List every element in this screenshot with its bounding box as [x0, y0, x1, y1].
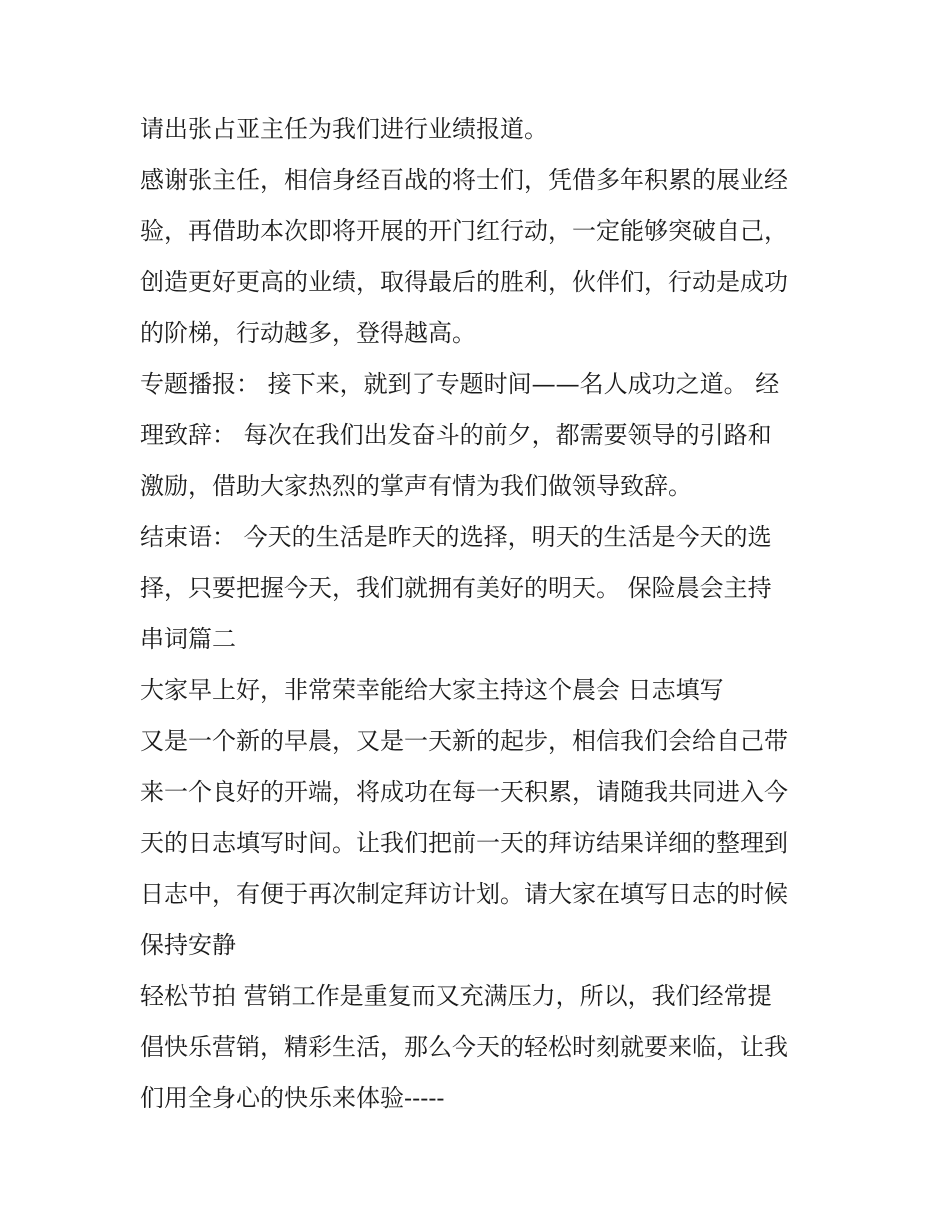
- text-line: 激励，借助大家热烈的掌声有情为我们做领导致辞。: [140, 472, 692, 500]
- text-line: 保持安静: [140, 931, 236, 959]
- text-line: 大家早上好，非常荣幸能给大家主持这个晨会 日志填写: [140, 676, 724, 704]
- text-line: 天的日志填写时间。让我们把前一天的拜访结果详细的整理到: [140, 829, 788, 857]
- section-heading: 串词篇二: [140, 625, 236, 653]
- text-line: 理致辞： 每次在我们出发奋斗的前夕，都需要领导的引路和: [140, 421, 772, 449]
- text-line: 轻松节拍 营销工作是重复而又充满压力，所以，我们经常提: [140, 982, 772, 1010]
- text-line: 创造更好更高的业绩，取得最后的胜利，伙伴们，行动是成功: [140, 268, 788, 296]
- text-line: 结束语： 今天的生活是昨天的选择，明天的生活是今天的选: [140, 523, 772, 551]
- text-line: 请出张占亚主任为我们进行业绩报道。: [140, 115, 548, 143]
- text-line: 日志中，有便于再次制定拜访计划。请大家在填写日志的时候: [140, 880, 788, 908]
- text-line: 又是一个新的早晨，又是一天新的起步，相信我们会给自己带: [140, 727, 788, 755]
- text-line: 择，只要把握今天，我们就拥有美好的明天。 保险晨会主持: [140, 574, 772, 602]
- document-body: [140, 104, 820, 1124]
- text-line: 的阶梯，行动越多，登得越高。: [140, 319, 476, 347]
- text-line: 倡快乐营销，精彩生活，那么今天的轻松时刻就要来临，让我: [140, 1033, 788, 1061]
- text-line: 们用全身心的快乐来体验-----: [140, 1084, 445, 1112]
- text-line: 专题播报： 接下来，就到了专题时间——名人成功之道。 经: [140, 370, 780, 398]
- text-line: 验，再借助本次即将开展的开门红行动，一定能够突破自己，: [140, 217, 788, 245]
- text-line: 来一个良好的开端，将成功在每一天积累，请随我共同进入今: [140, 778, 788, 806]
- text-line: 感谢张主任，相信身经百战的将士们，凭借多年积累的展业经: [140, 166, 788, 194]
